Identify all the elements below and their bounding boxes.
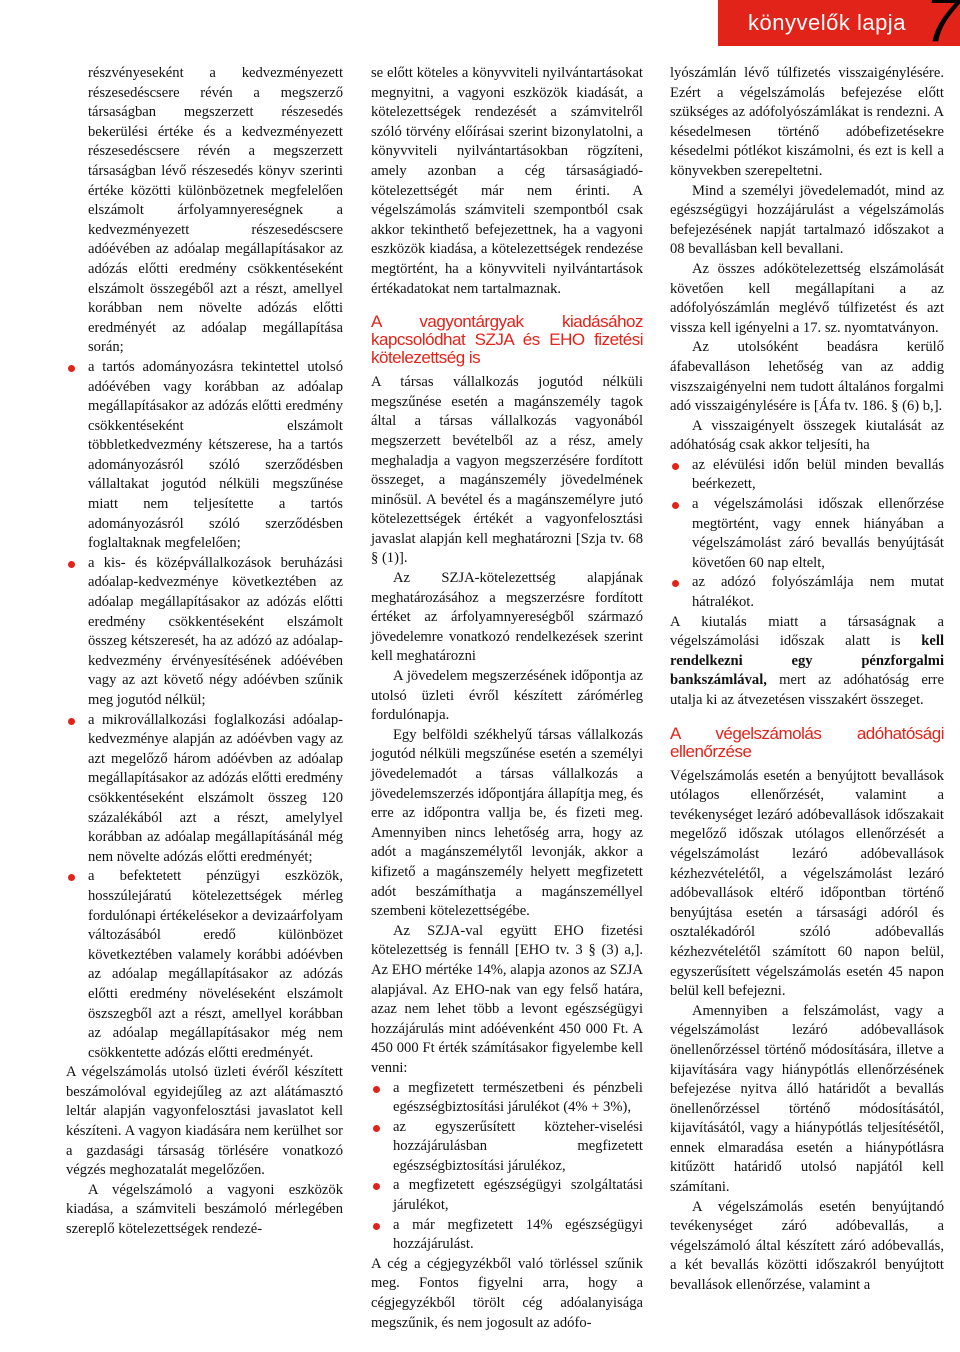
section-heading: A vagyontárgyak kiadásához kapcsolódhat SZJA és EHO fizetési kötelezettség is	[371, 312, 643, 368]
text-run: mert az adóhatóság erre utalja ki az átvezetésen visszakért összeget.	[670, 672, 944, 708]
list-item: a mikrovállalkozási foglalkozási adóalap-kedvezménye alapján az adóévben vagy az azt megelőző három adóévben az adóalap megállapításakor az adózás előtti eredmény csökkentéseként elszámolt összeg 120 százalékából azt a részt, amelylyel korábban az adóalap megállapításánál még nem növelte adózás előtti eredményét;	[66, 711, 343, 868]
bullet-list	[670, 456, 944, 613]
paragraph: Egy belföldi székhelyű társas vállalkozás jogutód nélküli megszűnése esetén a személyi jövedelemadót a társas vállalkozás a jövedelemszerzés időpontjára állapítja meg, és erre az időpontra vallja be, és fizeti meg. Amennyiben nincs lehetőség arra, hogy az adót a magánszemélytől levonják, akkor a kifizető a magánszemély helyett megfizetett adót beszámíthatja a magánszeméllyel szembeni kötelezettségébe.	[371, 726, 643, 920]
paragraph: Mind a személyi jövedelemadót, mind az egészségügyi hozzájárulást a végelszámolás befejezésének napját tartalmazó időszakot a 08 bevallásban kell bevallani.	[670, 182, 944, 258]
text-run: A kiutalás miatt a társaságnak a végelszámolási időszak alatt is	[670, 613, 944, 650]
column-3	[670, 64, 944, 1296]
list-item: a megfizetett egészségügyi szolgáltatási járulékot,	[371, 1176, 643, 1215]
paragraph: A végelszámolás esetén benyújtandó tevékenységet záró adóbevallás, a végelszámoló által készített záró adóbevallás, a két bevallás közötti időszakról benyújtott bevallások ellenőrzése, valamint a	[670, 1198, 944, 1294]
list-item: a kis- és középvállalkozások beruházási adóalap-kedvezménye következtében az adóalap megállapításakor az adózás előtti eredmény csökkentéseként elszámolt összeg kétszeresét, ha az adózó az adóalap-kedvezmény érvényesítésének adóévében vagy az azt követő négy adóévben szűnik meg jogutód nélkül;	[66, 554, 343, 711]
section-title: könyvelők lapja	[748, 10, 906, 35]
bold-text: kell rendelkezni egy pénzforgalmi bankszámlával,	[670, 633, 944, 689]
page-number: 7	[925, 0, 960, 55]
paragraph	[670, 613, 944, 711]
paragraph: A cég a cégjegyzékből való törléssel szűnik meg. Fontos figyelni arra, hogy a cégjegyzékből törölt cég adóalanyisága megszűnik, és nem jogosult az adófo-	[371, 1255, 643, 1331]
paragraph: Az utolsóként beadásra kerülő áfabevalláson lehetőség van az addig viszszaigényelni nem tudott általános forgalmi adó visszaigénylésére is [Áfa tv. 186. § (6) b,].	[670, 339, 944, 415]
paragraph: A társas vállalkozás jogutód nélküli megszűnése esetén a magánszemély tagok által a társas vállalkozás vagyonából megszerzett bevételből az a rész, amely meghaladja a vagyon megszerzésére fordított összeget, a magánszemély jövedelmének minősül. A bevétel és a magánszemélyre jutó kötelezettségek értékét a vagyonfelosztási javaslat alapján kell meghatározni [Szja tv. 68 § (1)].	[371, 374, 643, 567]
page-header	[0, 0, 960, 55]
column-1	[66, 64, 343, 1240]
paragraph: A jövedelem megszerzésének időpontja az utolsó üzleti évről készített zárómérleg fordulónapja.	[371, 668, 643, 724]
paragraph: A visszaigényelt összegek kiutalását az adóhatóság csak akkor teljesíti, ha	[670, 417, 944, 454]
list-item: a már megfizetett 14% egészségügyi hozzájárulást.	[371, 1216, 643, 1255]
bullet-list	[371, 1079, 643, 1255]
list-item: a tartós adományozásra tekintettel utolsó adóévében vagy korábban az adóalap megállapításakor az adózás előtti eredmény csökkentéseként elszámolt többletkedvezmény kétszerese, ha a tartós adományozásról szóló szerződésben vállaltakat jogutód nélküli megszűnése miatt nem teljesítette a tartós adományozásról szóló szerződésben foglaltaknak megfelelően;	[66, 358, 343, 554]
column-2	[371, 64, 643, 1333]
paragraph: Az SZJA-kötelezettség alapjának meghatározásához a megszerzésre fordított értéket az árfolyamnyereségből származó jövedelemre vonatkozó rendelkezések szerint kell meghatározni	[371, 570, 643, 665]
paragraph: részvényeseként a kedvezményezett részesedéscsere révén a megszerző társaságban megszerzett részesedés bekerülési értéke és a kedvezményezett részesedéscsere révén a megszerzett társaságban lévő részesedés könyv szerinti értéke közötti különbözetnek megfelelően elszámolt árfolyamnyereségnek a kedvezményezett részesedéscsere adóévében az adóalap megállapításakor az adózás előtti eredmény csökkentéseként elszámolt összegéből azt a részt, amellyel korábban nem növelte adózás előtti eredményét az adóalap megállapítása során;	[88, 65, 343, 356]
paragraph: Végelszámolás esetén a benyújtott bevallások utólagos ellenőrzését, valamint a tevékenységet lezáró adóbevallások időszakait megelőző időszak utólagos ellenőrzését a végelszámolást lezáró adóbevallások kézhezvételétől, a végelszámolást lezáró adóbevallások eltérő időpontban történő benyújtása esetén a társasági adóról és osztalékadóról szóló adóbevallás kézhezvételétől számított 60 napon belül, egyszerűsített végelszámolás esetén 45 napon belül kell befejezni.	[670, 767, 944, 1000]
list-item: a végelszámolási időszak ellenőrzése megtörtént, vagy ennek hiányában a végelszámolást záró bevallás benyújtását követően 60 nap eltelt,	[670, 495, 944, 573]
paragraph: Az SZJA-val együtt EHO fizetési kötelezettség is fennáll [EHO tv. 3 § (3) a,]. Az EHO mértéke 14%, alapja azonos az SZJA alapjával. Az EHO-nak van egy felső határa, azaz nem lehet több a levont egészségügyi hozzájárulás mint adóévenként 450 000 Ft. A 450 000 Ft érték számításakor figyelembe kell venni:	[371, 922, 643, 1076]
list-item: az adózó folyószámlája nem mutat hátralékot.	[670, 573, 944, 612]
paragraph: lyószámlán lévő túlfizetés visszaigénylésére. Ezért a végelszámolás befejezése előtt szükséges az adófolyószámlákat is rendezni. A késedelmesen történő adóbefizetésekre késedelmi pótlékot kiszámolni, és ezt is kell a könyvekben szerepeltetni.	[670, 65, 944, 179]
list-item: az egyszerűsített közteher-viselési hozzájárulásban megfizetett egészségbiztosítási járulékoz,	[371, 1118, 643, 1177]
list-item: a befektetett pénzügyi eszközök, hosszúlejáratú kötelezettségek mérleg fordulónapi értékelésekor a devizaárfolyam változásából eredő különbözet következtében valamely korábbi adóévben az adóalap megállapításakor az adózás előtti eredmény növeléseként elszámolt öszszegből azt a részt, amellyel korábban az adóalap megállapításakor még nem csökkentette adózás előtti eredményét.	[66, 867, 343, 1063]
paragraph: Az összes adókötelezettség elszámolását követően kell megállapítani a az adófolyószámlán meglévő túlfizetést és azt vissza kell igényelni a 17. sz. nyomtatványon.	[670, 260, 944, 336]
paragraph: A végelszámoló a vagyoni eszközök kiadása, a számviteli beszámoló mérlegében szereplő kötelezettségek rendezé-	[66, 1181, 343, 1238]
paragraph: Amennyiben a felszámolást, vagy a végelszámolást lezáró adóbevallások önellenőrzéssel történő módosítására, illetve a kijavítására vagy hiánypótlás ellenőrzésének befejezése nyitva álló határidőt a bevallás önellenőrzéssel történő módosításától, kijavításától, vagy a hiánypótlás teljesítésétől, ennek elmaradása esetén a hiánypótlásra kitűzött határidő utolsó napjától kell számítani.	[670, 1002, 944, 1196]
paragraph: A végelszámolás utolsó üzleti évéről készített beszámolóval egyidejűleg az azt alátámasztó leltár alapján vagyonfelosztási javaslatot kell készíteni. A vagyon kiadására nem kerülhet sor a gazdasági társaság törlésére vonatkozó végzés meghozatalát megelőzően.	[66, 1064, 343, 1179]
section-heading: A végelszámolás adóhatósági ellenőrzése	[670, 723, 944, 761]
list-item: az elévülési időn belül minden bevallás beérkezett,	[670, 456, 944, 495]
paragraph: se előtt köteles a könyvviteli nyilvántartásokat megnyitni, a vagyoni eszközök kiadását, a kötelezettségek rendezését a számvitelről szóló törvény előírásai szerint bizonylatolni, a könyvviteli nyilvántartásokban rögzíteni, amely azonban a cég társaságiadó-kötelezettségét már nem érinti. A végelszámolás számviteli szempontból csak akkor tekinthető befejezettnek, ha a vagyoni eszközök kiadása, a kötelezettségek rendezése megtörtént, ha a könyvviteli nyilvántartások értékadatokat nem tartalmaznak.	[371, 65, 643, 297]
bullet-list	[66, 358, 343, 1063]
list-item: a megfizetett természetbeni és pénzbeli egészségbiztosítási járulékot (4% + 3%),	[371, 1079, 643, 1118]
